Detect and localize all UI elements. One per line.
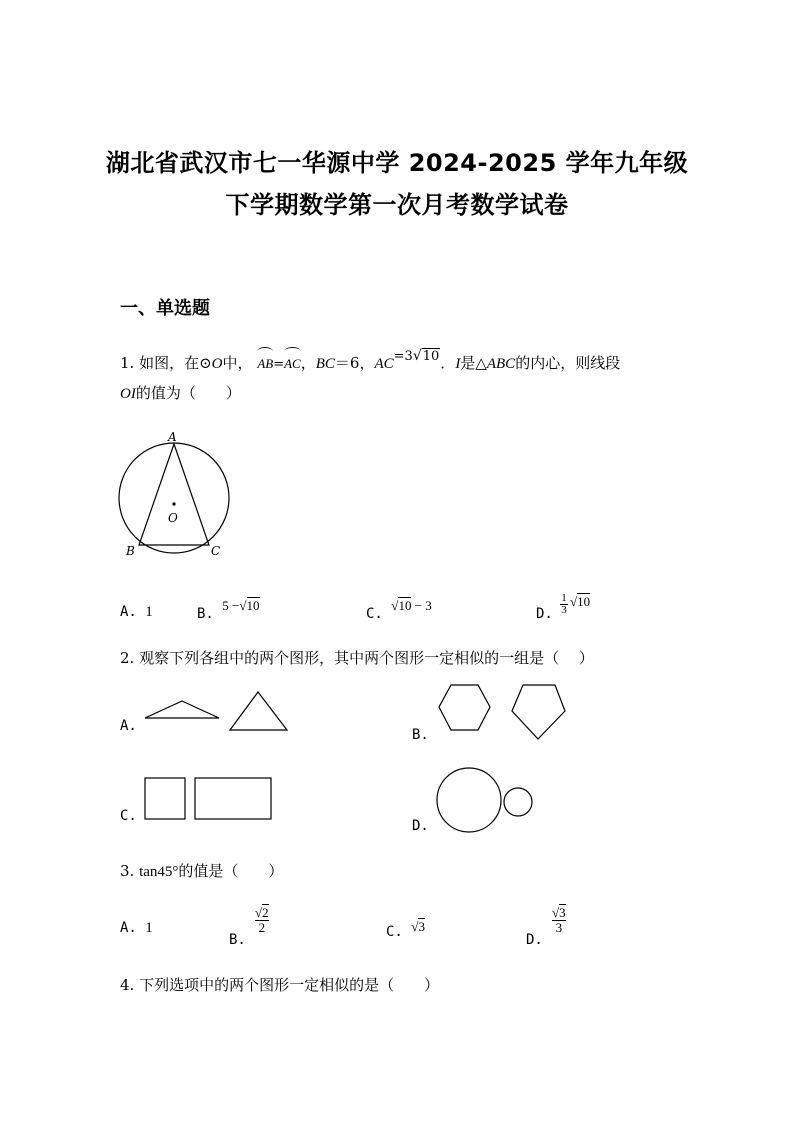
q1-text-part: 的内心，则线段 — [515, 354, 621, 372]
question-1-line1 — [120, 348, 621, 376]
flat-triangle — [145, 701, 219, 718]
sqrt-sign-icon: √ — [411, 919, 419, 934]
q3-option-a[interactable] — [120, 920, 153, 937]
q1-text-part: 如图，在⊙ — [139, 354, 212, 372]
q3-option-b-label[interactable]: B. — [229, 932, 246, 948]
question-number: 1. — [120, 354, 135, 372]
option-value — [391, 598, 431, 613]
question-number: 3. — [120, 862, 135, 880]
denominator: 3 — [561, 604, 567, 616]
denominator: 3 — [552, 920, 566, 935]
radicand: 2 — [262, 905, 269, 920]
q2-option-a-label[interactable]: A. — [120, 718, 137, 734]
q1-ac-eq — [394, 349, 441, 364]
circle-o — [119, 443, 229, 553]
question-4 — [120, 974, 439, 996]
q1-option-c[interactable] — [366, 598, 432, 622]
q2-option-d-label[interactable]: D. — [412, 818, 429, 834]
question-text: 观察下列各组中的两个图形，其中两个图形一定相似的一组是（ ） — [139, 649, 594, 667]
radicand: 10 — [577, 594, 591, 609]
equilateral-triangle — [230, 692, 287, 730]
numerator — [552, 906, 566, 920]
option-label: A. — [120, 920, 137, 936]
radicand: 3 — [559, 905, 566, 920]
triangle-abc — [139, 444, 209, 545]
option-label: A. — [120, 604, 137, 620]
center-dot — [172, 502, 175, 505]
large-circle — [437, 768, 501, 832]
question-text: 下列选项中的两个图形一定相似的是（ ） — [139, 976, 440, 994]
q3-option-b-fraction — [255, 906, 269, 935]
question-expression: tan45° — [139, 864, 179, 880]
arc-ab-label: AB — [257, 356, 274, 371]
question-number: 2. — [120, 649, 135, 667]
q1-comma: ， — [300, 354, 316, 372]
sqrt-sign-icon: √ — [570, 594, 578, 609]
arc-ac-label: AC — [284, 356, 301, 371]
option-label: D. — [536, 606, 553, 622]
option-value — [411, 919, 425, 934]
option-label: B. — [197, 606, 214, 622]
option-value — [222, 598, 259, 613]
option-label: C. — [386, 924, 403, 940]
radicand: 3 — [418, 919, 425, 934]
question-1-line2 — [120, 382, 241, 405]
numerator: 1 — [561, 592, 567, 604]
radicand: 10 — [422, 349, 440, 364]
small-circle — [504, 788, 532, 816]
denominator: 2 — [255, 920, 269, 935]
q1-option-b[interactable] — [197, 598, 260, 622]
question-text: 的值是（ ） — [178, 862, 284, 880]
q2-option-b-label[interactable]: B. — [412, 727, 429, 743]
page-title-line1: 湖北省武汉市七一华源中学 2024-2025 学年九年级 — [105, 149, 689, 177]
q1-option-d[interactable] — [536, 606, 553, 622]
q3-option-d-label[interactable]: D. — [526, 932, 543, 948]
q1-incenter: I — [455, 356, 461, 372]
option-value: 1 — [145, 920, 153, 936]
fig-label-b: B — [126, 544, 135, 558]
question-number: 4. — [120, 976, 135, 994]
q3-option-d-fraction — [552, 906, 566, 935]
q1-ac: AC — [374, 356, 394, 372]
q1-text-part: 是△ — [460, 354, 487, 372]
fig-label-o: O — [168, 511, 178, 525]
q1-arc-ac — [284, 353, 301, 376]
sqrt-sign-icon: √ — [239, 598, 247, 613]
q1-text-part: 的值为（ ） — [135, 384, 241, 402]
square — [145, 778, 185, 819]
sqrt-sign-icon: √ — [391, 598, 399, 613]
q1-circle-name: O — [211, 356, 223, 372]
section-heading: 一、单选题 — [120, 298, 210, 319]
question-3 — [120, 860, 283, 883]
q1-eq: = — [273, 357, 285, 372]
coefficient: 3 — [404, 349, 413, 364]
q1-optd-root — [570, 594, 590, 610]
q1-arc-ab — [257, 353, 273, 376]
option-label: C. — [366, 606, 383, 622]
fig-label-a: A — [168, 430, 177, 444]
pentagon — [512, 685, 565, 739]
q1-bc: BC — [315, 356, 335, 372]
eq-sign: = — [393, 349, 405, 364]
q1-text-part: 中， — [222, 354, 253, 372]
radicand: 10 — [398, 598, 412, 613]
q1-triangle: ABC — [486, 356, 516, 372]
option-value: 1 — [145, 604, 153, 620]
q1-option-a[interactable] — [120, 604, 153, 621]
expr-part: − 3 — [414, 598, 432, 613]
q2-option-c-label[interactable]: C. — [120, 808, 137, 824]
expr-part: 5 − — [222, 598, 240, 613]
sqrt-sign-icon: √ — [552, 905, 560, 920]
question-2 — [120, 647, 594, 669]
sqrt-sign-icon: √ — [255, 905, 263, 920]
q1-optd-fraction — [560, 593, 568, 616]
hexagon — [439, 685, 490, 730]
fig-label-c: C — [211, 544, 221, 558]
radicand: 10 — [246, 598, 260, 613]
page-title-line2: 下学期数学第一次月考数学试卷 — [225, 191, 569, 219]
numerator — [255, 906, 269, 920]
q3-option-c[interactable] — [386, 919, 425, 940]
q1-bc-eq: ＝6， — [334, 354, 375, 372]
q1-oi: OI — [120, 386, 136, 402]
q1-text-part: ． — [440, 354, 456, 372]
sqrt-sign-icon: √ — [412, 348, 422, 364]
rectangle — [195, 778, 271, 819]
